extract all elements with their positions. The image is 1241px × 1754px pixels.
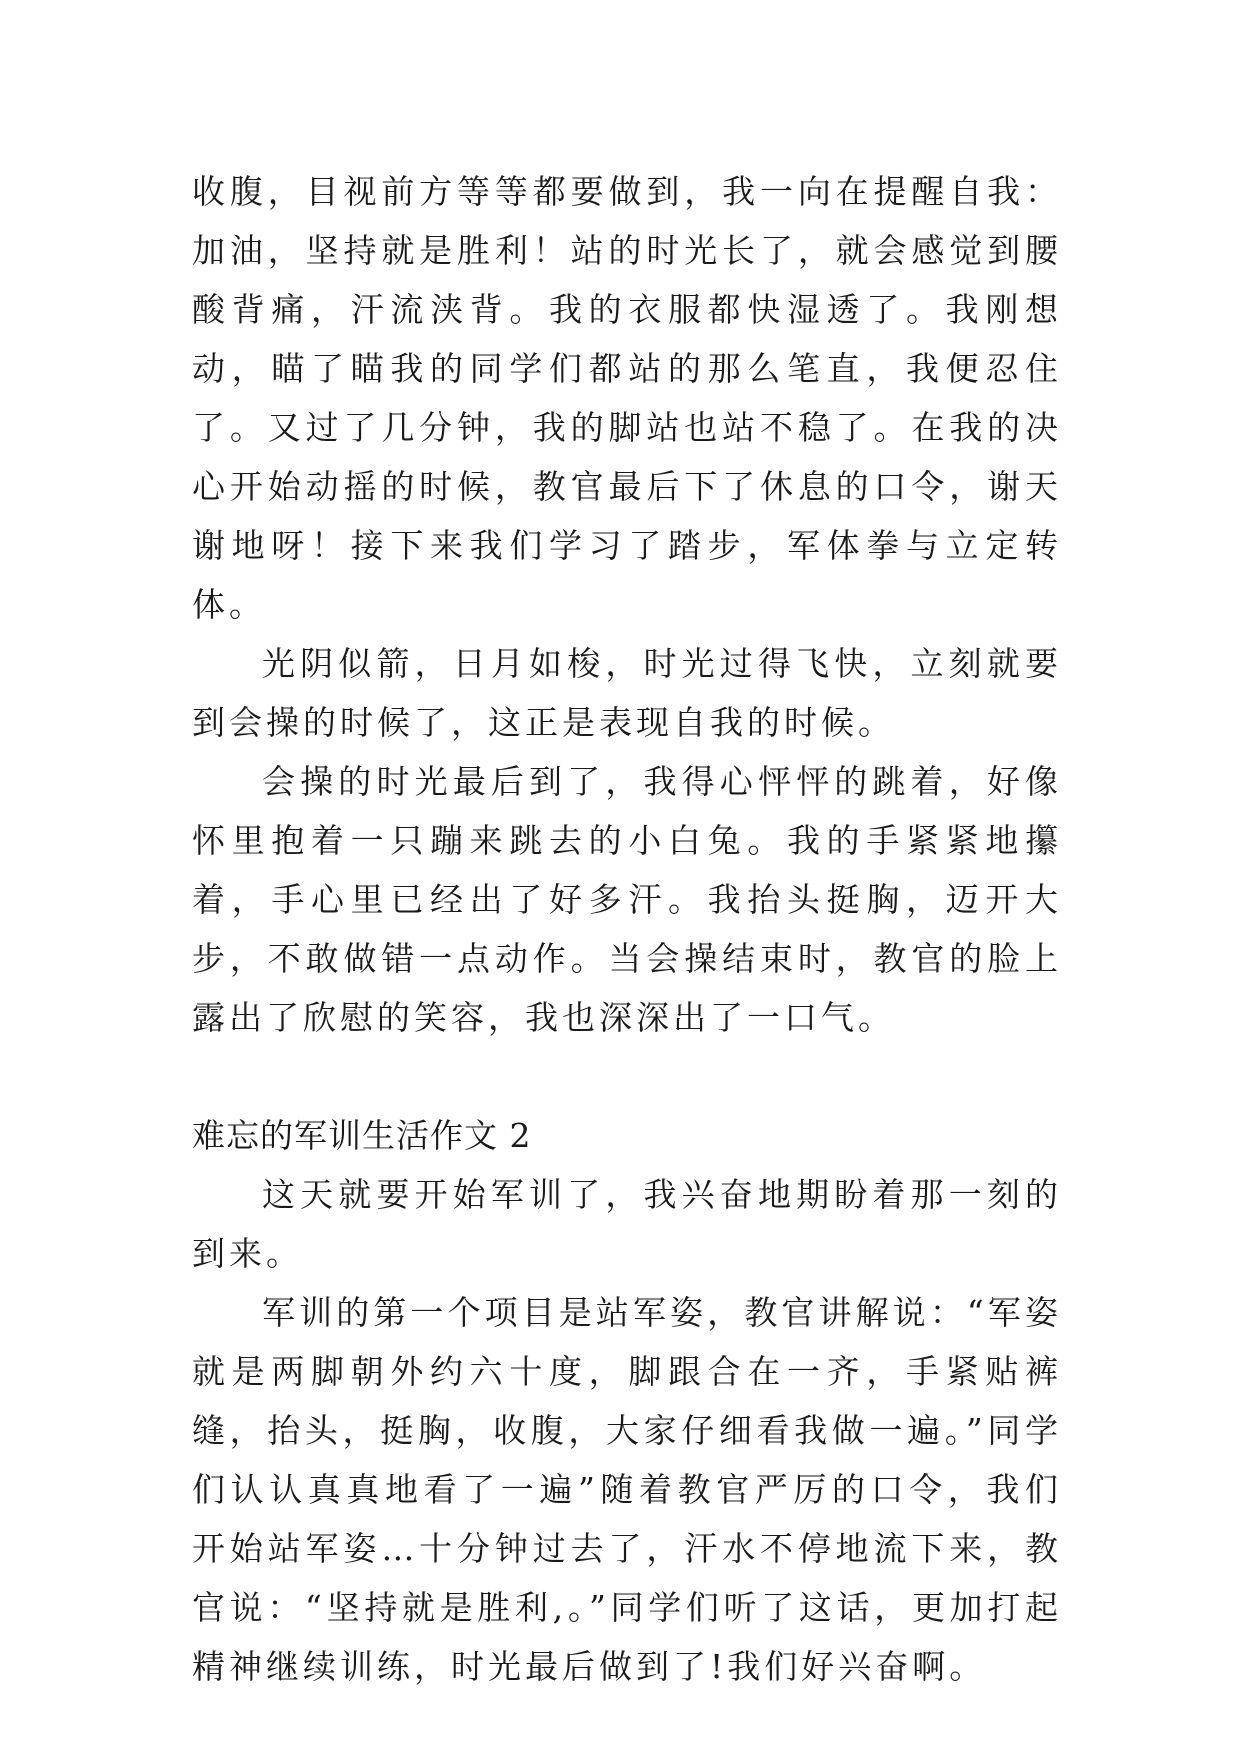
paragraph-standing-posture: 军训的第一个项目是站军姿，教官讲解说：“军姿就是两脚朝外约六十度，脚跟合在一齐，手紧贴裤缝，抬头，挺胸，收腹，大家仔细看我做一遍。”同学们认认真真地看了一遍”随着教官严厉的口令，我们开始站军姿…十分钟过去了，汗水不停地流下来，教官说：“坚持就是胜利,。”同学们听了这话，更加打起精神继续训练，时光最后做到了!我们好兴奋啊。 bbox=[192, 1293, 1062, 1686]
paragraph-time-flies: 光阴似箭，日月如梭，时光过得飞快，立刻就要到会操的时候了，这正是表现自我的时候。 bbox=[192, 644, 1062, 742]
paragraph-drill-performance: 会操的时光最后到了，我得心怦怦的跳着，好像怀里抱着一只蹦来跳去的小白兔。我的手紧紧地攥着，手心里已经出了好多汗。我抬头挺胸，迈开大步，不敢做错一点动作。当会操结束时，教官的脸上露出了欣慰的笑容，我也深深出了一口气。 bbox=[192, 762, 1062, 1037]
section-title: 难忘的军训生活作文 2 bbox=[192, 1116, 532, 1155]
paragraph-training-endurance: 收腹，目视前方等等都要做到，我一向在提醒自我：加油，坚持就是胜利！站的时光长了，就会感觉到腰酸背痛，汗流浃背。我的衣服都快湿透了。我刚想动，瞄了瞄我的同学们都站的那么笔直，我便忍住了。又过了几分钟，我的脚站也站不稳了。在我的决心开始动摇的时候，教官最后下了休息的口令，谢天谢地呀！接下来我们学习了踏步，军体拳与立定转体。 bbox=[192, 172, 1062, 624]
paragraph-training-begins: 这天就要开始军训了，我兴奋地期盼着那一刻的到来。 bbox=[192, 1175, 1062, 1273]
document-body bbox=[192, 162, 1062, 1696]
